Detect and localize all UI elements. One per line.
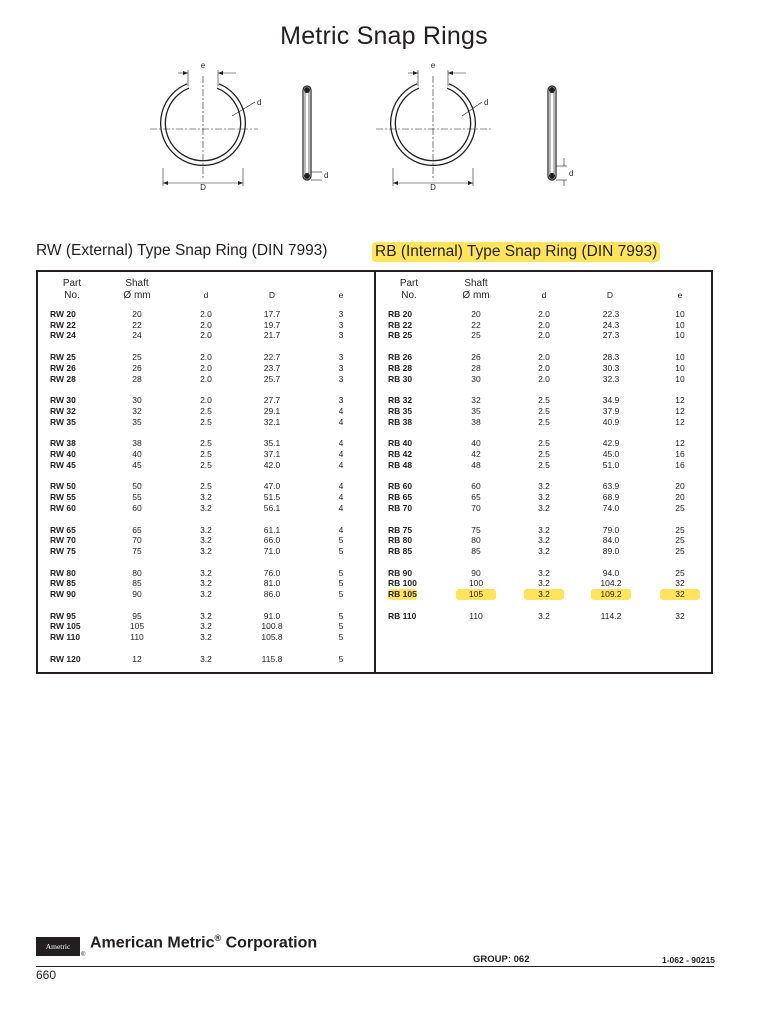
rw-cell-e: 4 — [338, 449, 344, 459]
rb-header-D: D — [606, 290, 614, 300]
rw-cell-part: RW 50 — [50, 481, 76, 492]
rb-cell-shaft: 110 — [469, 610, 483, 621]
rb-cell-shaft: 20 — [471, 309, 481, 319]
rb-header-shaft: Shaft Ø mm — [462, 278, 490, 301]
rw-cell-D: 27.7 — [263, 395, 281, 406]
rw-cell-e: 5 — [338, 653, 344, 664]
rw-cell-shaft: 20 — [132, 309, 142, 319]
rb-cell-shaft: 85 — [471, 545, 481, 556]
rw-cell-d: 3.2 — [200, 589, 212, 599]
rw-cell-e: 3 — [338, 362, 344, 373]
rb-cell-e: 10 — [675, 362, 685, 373]
rw-cell-shaft: 110 — [130, 632, 144, 643]
rb-cell-D: 34.9 — [602, 395, 620, 406]
rw-cell-part: RW 90 — [50, 589, 76, 599]
rw-cell-part: RW 110 — [50, 632, 81, 643]
rw-cell-d: 3.2 — [200, 610, 212, 621]
rb-cell-shaft: 28 — [471, 362, 481, 373]
rb-cell-e: 12 — [675, 416, 685, 427]
rw-cell-shaft: 55 — [132, 492, 142, 503]
rw-cell-e: 4 — [338, 416, 344, 427]
rw-cell-shaft: 26 — [132, 362, 142, 373]
rw-cell-e: 5 — [338, 589, 344, 599]
rw-cell-e: 4 — [338, 438, 344, 449]
rw-cell-part: RW 75 — [50, 545, 76, 556]
rb-cell-D: 28.3 — [602, 352, 620, 363]
rw-front-d-label: d — [257, 98, 262, 107]
rw-side-d-label: d — [324, 171, 329, 180]
rb-cell-d: 2.0 — [538, 373, 550, 384]
rb-cell-D: 37.9 — [602, 405, 620, 416]
rw-cell-d: 2.0 — [200, 362, 212, 373]
rb-cell-d: 3.2 — [538, 545, 550, 556]
rb-cell-D: 27.3 — [602, 330, 620, 341]
rw-cell-D: 51.5 — [263, 492, 281, 503]
rb-cell-shaft: 25 — [471, 330, 481, 341]
rw-cell-shaft: 35 — [132, 416, 142, 427]
rw-cell-d: 2.0 — [200, 373, 212, 384]
rb-cell-d: 3.2 — [524, 589, 564, 600]
rw-header-D: D — [268, 290, 276, 300]
rw-cell-shaft: 24 — [132, 330, 142, 341]
rb-cell-e: 32 — [675, 578, 685, 589]
rw-cell-shaft: 50 — [132, 481, 142, 492]
rw-cell-part: RW 55 — [50, 492, 76, 503]
rb-cell-shaft: 60 — [471, 481, 481, 492]
rw-cell-d: 3.2 — [200, 567, 212, 578]
rb-cell-shaft: 22 — [471, 319, 481, 330]
rb-cell-D: 104.2 — [600, 578, 622, 589]
rw-cell-d: 3.2 — [200, 621, 212, 632]
rw-header-e: e — [338, 290, 344, 300]
rb-cell-shaft: 30 — [471, 373, 481, 384]
rb-front-e-label: e — [430, 61, 436, 70]
rb-cell-part: RB 40 — [388, 438, 413, 449]
rw-cell-part: RW 35 — [50, 416, 76, 427]
rw-cell-shaft: 85 — [132, 578, 142, 589]
logo-registered-mark: ® — [81, 952, 86, 958]
rb-cell-part: RB 20 — [388, 309, 413, 319]
rw-cell-e: 5 — [338, 632, 344, 643]
rw-cell-shaft: 80 — [132, 567, 142, 578]
rw-cell-part: RW 30 — [50, 395, 76, 406]
rw-cell-part: RW 28 — [50, 373, 76, 384]
rb-cell-D: 84.0 — [602, 535, 620, 546]
rb-cell-part: RB 75 — [388, 524, 413, 535]
rb-cell-D: 79.0 — [602, 524, 620, 535]
rw-cell-part: RW 70 — [50, 535, 76, 546]
rw-cell-d: 3.2 — [200, 502, 212, 513]
rb-cell-part: RB 25 — [388, 330, 413, 341]
rb-cell-d: 3.2 — [538, 610, 550, 621]
rb-cell-d: 2.0 — [538, 319, 550, 330]
rb-cell-d: 3.2 — [538, 502, 550, 513]
rw-cell-d: 2.5 — [200, 405, 212, 416]
rb-cell-d: 2.0 — [538, 330, 550, 341]
rw-cell-part: RW 26 — [50, 362, 76, 373]
rw-cell-e: 3 — [338, 395, 344, 406]
rb-cell-d: 3.2 — [538, 567, 550, 578]
rw-cell-D: 23.7 — [263, 362, 281, 373]
group-label: GROUP: 062 — [473, 954, 530, 965]
rw-cell-e: 3 — [338, 309, 344, 319]
rb-cell-d: 3.2 — [538, 535, 550, 546]
rw-header-d: d — [203, 290, 209, 300]
rb-cell-e: 32 — [675, 610, 685, 621]
rb-cell-d: 3.2 — [538, 524, 550, 535]
rw-cell-D: 47.0 — [263, 481, 281, 492]
rb-cell-D: 40.9 — [602, 416, 620, 427]
rw-cell-D: 19.7 — [263, 319, 281, 330]
rb-section-title: RB (Internal) Type Snap Ring (DIN 7993) — [372, 242, 660, 262]
rw-cell-shaft: 40 — [132, 449, 142, 459]
rb-cell-e: 10 — [675, 330, 685, 341]
rb-cell-part: RB 35 — [388, 405, 413, 416]
rb-cell-shaft: 40 — [471, 438, 481, 449]
rb-cell-d: 2.0 — [538, 362, 550, 373]
rw-cell-part: RW 32 — [50, 405, 76, 416]
rb-cell-shaft: 42 — [471, 449, 481, 459]
rb-header-part: Part No. — [399, 278, 419, 301]
rb-cell-e: 12 — [675, 405, 685, 416]
rb-cell-part: RB 48 — [388, 459, 413, 470]
rw-front-D-label: D — [200, 183, 206, 192]
rw-cell-e: 5 — [338, 578, 344, 589]
rb-cell-e: 32 — [660, 589, 700, 600]
ametric-logo: Ametric — [36, 937, 80, 956]
rb-cell-d: 3.2 — [538, 492, 550, 503]
rw-cell-d: 2.0 — [200, 395, 212, 406]
rb-cell-d: 3.2 — [538, 481, 550, 492]
rw-cell-D: 105.8 — [261, 632, 283, 643]
rb-cell-part: RB 32 — [388, 395, 413, 406]
rb-cell-part: RB 30 — [388, 373, 413, 384]
rb-cell-e: 10 — [675, 352, 685, 363]
rw-cell-shaft: 28 — [132, 373, 142, 384]
rb-cell-d: 2.5 — [538, 395, 550, 406]
rw-cell-e: 5 — [338, 545, 344, 556]
rw-cell-part: RW 20 — [50, 309, 76, 319]
rb-cell-e: 25 — [675, 567, 685, 578]
rb-cell-shaft: 70 — [471, 502, 481, 513]
rw-cell-D: 91.0 — [263, 610, 281, 621]
rw-cell-e: 3 — [338, 319, 344, 330]
rb-cell-d: 2.0 — [538, 352, 550, 363]
rw-cell-e: 4 — [338, 405, 344, 416]
rw-cell-D: 76.0 — [263, 567, 281, 578]
rb-cell-shaft: 26 — [471, 352, 481, 363]
rw-cell-shaft: 75 — [132, 545, 142, 556]
rb-cell-D: 114.2 — [600, 610, 622, 621]
rw-cell-shaft: 90 — [132, 589, 142, 599]
company-name: American Metric® Corporation — [90, 933, 318, 952]
rw-cell-D: 56.1 — [263, 502, 281, 513]
rw-cell-D: 29.1 — [263, 405, 281, 416]
rw-cell-e: 5 — [338, 535, 344, 546]
rw-cell-d: 3.2 — [200, 578, 212, 589]
rb-cell-d: 2.5 — [538, 416, 550, 427]
rw-cell-d: 2.0 — [200, 309, 212, 319]
rb-cell-part: RB 100 — [388, 578, 417, 589]
rw-cell-D: 66.0 — [263, 535, 281, 546]
rw-cell-e: 5 — [338, 621, 344, 632]
rb-cell-part: RB 26 — [388, 352, 413, 363]
rw-cell-d: 2.5 — [200, 449, 212, 459]
rw-cell-part: RW 105 — [50, 621, 81, 632]
rw-cell-shaft: 95 — [132, 610, 142, 621]
rb-cell-D: 45.0 — [602, 449, 620, 459]
rw-cell-part: RW 22 — [50, 319, 76, 330]
rb-cell-part: RB 90 — [388, 567, 413, 578]
rw-cell-d: 2.0 — [200, 319, 212, 330]
rb-cell-shaft: 38 — [471, 416, 481, 427]
rb-front-D-label: D — [430, 183, 436, 192]
rw-cell-shaft: 105 — [129, 621, 145, 632]
rw-front-e-label: e — [200, 61, 206, 70]
rw-cell-D: 32.1 — [263, 416, 281, 427]
rw-cell-e: 4 — [338, 524, 344, 535]
rb-cell-D: 109.2 — [591, 589, 631, 600]
rb-cell-e: 25 — [675, 524, 685, 535]
rb-cell-D: 51.0 — [602, 459, 620, 470]
rw-cell-e: 5 — [338, 610, 344, 621]
rb-cell-part: RB 105 — [388, 589, 417, 599]
rw-cell-shaft: 60 — [132, 502, 142, 513]
footer-rule — [36, 966, 714, 967]
rb-cell-part: RB 60 — [388, 481, 413, 492]
rw-cell-shaft: 32 — [132, 405, 142, 416]
rb-cell-d: 2.5 — [538, 438, 550, 449]
rb-cell-shaft: 32 — [471, 395, 481, 406]
rw-cell-e: 4 — [338, 502, 344, 513]
rb-front-d-label: d — [484, 98, 489, 107]
rw-cell-d: 3.2 — [200, 632, 212, 643]
rw-cell-d: 2.5 — [200, 481, 212, 492]
rw-cell-part: RW 40 — [50, 449, 76, 459]
rb-cell-e: 16 — [675, 459, 685, 470]
rb-cell-part: RB 22 — [388, 319, 413, 330]
rb-cell-shaft: 105 — [456, 589, 496, 600]
rw-cell-D: 71.0 — [263, 545, 281, 556]
rb-cell-e: 25 — [675, 502, 685, 513]
rb-cell-part: RB 70 — [388, 502, 413, 513]
rw-cell-d: 2.5 — [200, 459, 212, 470]
rb-cell-e: 12 — [675, 395, 685, 406]
rw-cell-part: RW 24 — [50, 330, 76, 341]
rw-cell-e: 3 — [338, 373, 344, 384]
rw-cell-e: 3 — [338, 330, 344, 341]
rw-header-shaft: Shaft Ø mm — [123, 278, 151, 301]
rw-cell-D: 25.7 — [263, 373, 281, 384]
rw-cell-e: 4 — [338, 459, 344, 470]
rw-ring-side-diagram — [292, 80, 337, 190]
rw-cell-part: RW 25 — [50, 352, 76, 363]
rb-cell-d: 2.5 — [538, 459, 550, 470]
rw-cell-D: 42.0 — [263, 459, 281, 470]
rw-cell-part: RW 85 — [50, 578, 76, 589]
rw-section-title: RW (External) Type Snap Ring (DIN 7993) — [36, 242, 328, 259]
rw-cell-D: 81.0 — [263, 578, 281, 589]
rb-cell-e: 10 — [675, 373, 685, 384]
rb-cell-part: RB 85 — [388, 545, 413, 556]
rw-cell-D: 35.1 — [263, 438, 281, 449]
rb-header-d: d — [541, 290, 547, 300]
rw-cell-d: 2.0 — [200, 352, 212, 363]
rw-cell-D: 17.7 — [263, 309, 281, 319]
rw-cell-e: 4 — [338, 492, 344, 503]
rb-cell-e: 10 — [675, 319, 685, 330]
rb-cell-d: 3.2 — [538, 578, 550, 589]
rw-cell-D: 61.1 — [263, 524, 281, 535]
rw-cell-part: RW 60 — [50, 502, 76, 513]
rw-cell-shaft: 25 — [132, 352, 142, 363]
rb-cell-shaft: 48 — [471, 459, 481, 470]
rw-cell-d: 2.5 — [200, 438, 212, 449]
rw-cell-d: 3.2 — [200, 653, 212, 664]
rw-cell-D: 115.8 — [261, 653, 283, 664]
rb-cell-part: RB 65 — [388, 492, 413, 503]
rb-cell-D: 94.0 — [602, 567, 620, 578]
rw-cell-part: RW 38 — [50, 438, 76, 449]
rb-cell-e: 16 — [675, 449, 685, 459]
rb-header-e: e — [677, 290, 683, 300]
rw-cell-shaft: 45 — [132, 459, 142, 470]
rw-cell-d: 3.2 — [200, 524, 212, 535]
rw-cell-shaft: 70 — [132, 535, 142, 546]
rw-cell-part: RW 95 — [50, 610, 76, 621]
rw-cell-d: 2.0 — [200, 330, 212, 341]
rw-cell-part: RW 80 — [50, 567, 76, 578]
rb-cell-e: 25 — [675, 535, 685, 546]
rb-ring-front-diagram — [370, 58, 500, 198]
rb-cell-e: 10 — [675, 309, 685, 319]
rb-cell-part: RB 110 — [388, 610, 417, 621]
rw-header-part: Part No. — [62, 278, 82, 301]
rw-cell-D: 21.7 — [263, 330, 281, 341]
rb-side-d-label: d — [569, 169, 574, 178]
rb-cell-e: 20 — [675, 481, 685, 492]
rb-cell-D: 74.0 — [602, 502, 620, 513]
rb-cell-D: 68.9 — [602, 492, 620, 503]
rw-cell-D: 100.8 — [261, 621, 283, 632]
rb-cell-D: 32.3 — [602, 373, 620, 384]
rb-cell-D: 24.3 — [602, 319, 620, 330]
rb-cell-D: 22.3 — [602, 309, 620, 319]
rb-cell-d: 2.5 — [538, 405, 550, 416]
rb-cell-shaft: 80 — [471, 535, 481, 546]
page-title: Metric Snap Rings — [280, 22, 488, 50]
rw-cell-e: 5 — [338, 567, 344, 578]
rw-cell-part: RW 120 — [50, 653, 81, 664]
rw-cell-e: 3 — [338, 352, 344, 363]
rb-cell-D: 63.9 — [602, 481, 620, 492]
rb-cell-d: 2.5 — [538, 449, 550, 459]
rb-cell-shaft: 65 — [471, 492, 481, 503]
rb-cell-D: 89.0 — [602, 545, 620, 556]
rb-cell-part: RB 28 — [388, 362, 413, 373]
rw-cell-d: 3.2 — [200, 492, 212, 503]
rb-cell-e: 20 — [675, 492, 685, 503]
table-divider — [374, 270, 376, 674]
rb-cell-shaft: 100 — [468, 578, 484, 589]
rw-cell-D: 37.1 — [263, 449, 281, 459]
rw-cell-shaft: 30 — [132, 395, 142, 406]
rw-cell-d: 3.2 — [200, 545, 212, 556]
rb-cell-part: RB 80 — [388, 535, 413, 546]
rb-cell-e: 25 — [675, 545, 685, 556]
rw-cell-shaft: 12 — [132, 653, 142, 664]
rw-cell-shaft: 22 — [132, 319, 142, 330]
rw-cell-part: RW 45 — [50, 459, 76, 470]
rb-cell-shaft: 90 — [471, 567, 481, 578]
rb-cell-d: 2.0 — [538, 309, 550, 319]
rw-cell-e: 4 — [338, 481, 344, 492]
rb-cell-D: 42.9 — [602, 438, 620, 449]
rb-ring-side-diagram — [537, 80, 582, 190]
rb-cell-shaft: 35 — [471, 405, 481, 416]
rb-cell-e: 12 — [675, 438, 685, 449]
rw-cell-shaft: 38 — [132, 438, 142, 449]
rw-cell-d: 3.2 — [200, 535, 212, 546]
rw-cell-D: 22.7 — [263, 352, 281, 363]
page-number: 660 — [36, 968, 57, 982]
rb-cell-D: 30.3 — [602, 362, 620, 373]
rw-ring-front-diagram — [140, 58, 270, 198]
rw-cell-D: 86.0 — [263, 589, 281, 599]
rw-cell-shaft: 65 — [132, 524, 142, 535]
rw-cell-part: RW 65 — [50, 524, 76, 535]
rb-cell-part: RB 42 — [388, 449, 413, 459]
rw-cell-d: 2.5 — [200, 416, 212, 427]
rb-cell-part: RB 38 — [388, 416, 413, 427]
rb-cell-shaft: 75 — [471, 524, 481, 535]
catalog-code: 1-062 - 90215 — [662, 955, 715, 965]
